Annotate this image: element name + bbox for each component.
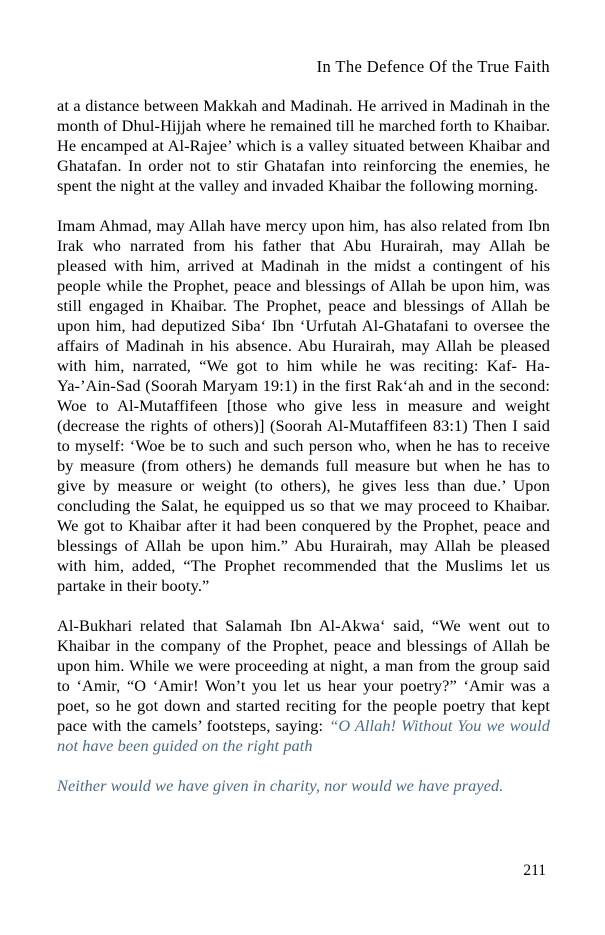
body-paragraph-3-text: Al-Bukhari related that Salamah Ibn Al-Akwa‘ said, “We went out to Khaibar in the company of the Prophet, peace and blessings of Allah be upon him. While we were proceeding at night, a man from the group said to ‘Amir, “O ‘Amir! Won’t you let us hear your poetry?” ‘Amir was a poet, so he got down and started reciting for the people poetry that kept pace with the camels’ footsteps, saying: xyxy=(57,616,550,735)
inline-poetry-quote: “O Allah! Without You we would not have been guided on the right path xyxy=(57,716,550,755)
body-paragraph-2: Imam Ahmad, may Allah have mercy upon him, has also related from Ibn Irak who narrated from his father that Abu Hurairah, may Allah be pleased with him, arrived at Madinah in the midst a contingent of his people while the Prophet, peace and blessings of Allah be upon him, was still engaged in Khaibar. The Prophet, peace and blessings of Allah be upon him, had deputized Siba‘ Ibn ‘Urfutah Al-Ghatafani to oversee the affairs of Madinah in his absence. Abu Hurairah, may Allah be pleased with him, narrated, “We got to him while he was reciting: Kaf- Ha-Ya-’Ain-Sad (Soorah Maryam 19:1) in the first Rak‘ah and in the second: Woe to Al-Mutaffifeen [those who give less in measure and weight (decrease the rights of others)] (Soorah Al-Mutaffifeen 83:1) Then I said to myself: ‘Woe be to such and such person who, when he has to receive by measure (from others) he demands full measure but when he has to give by measure or weight (to others), he gives less than due.’ Upon concluding the Salat, he equipped us so that we may proceed to Khaibar. We got to Khaibar after it had been conquered by the Prophet, peace and blessings of Allah be upon him.” Abu Hurairah, may Allah be pleased with him, added, “The Prophet recommended that the Muslims let us partake in their booty.” xyxy=(57,216,550,595)
poetry-line: Neither would we have given in charity, nor would we have prayed. xyxy=(57,776,504,795)
page-number: 211 xyxy=(523,862,546,879)
running-header-title: In The Defence Of the True Faith xyxy=(316,57,550,76)
page-body xyxy=(57,96,550,796)
body-paragraph-1: at a distance between Makkah and Madinah. He arrived in Madinah in the month of Dhul-Hijjah where he remained till he marched forth to Khaibar. He encamped at Al-Rajee’ which is a valley situated between Khaibar and Ghatafan. In order not to stir Ghatafan into reinforcing the enemies, he spent the night at the valley and invaded Khaibar the following morning. xyxy=(57,96,550,195)
body-paragraph-3 xyxy=(57,616,550,756)
